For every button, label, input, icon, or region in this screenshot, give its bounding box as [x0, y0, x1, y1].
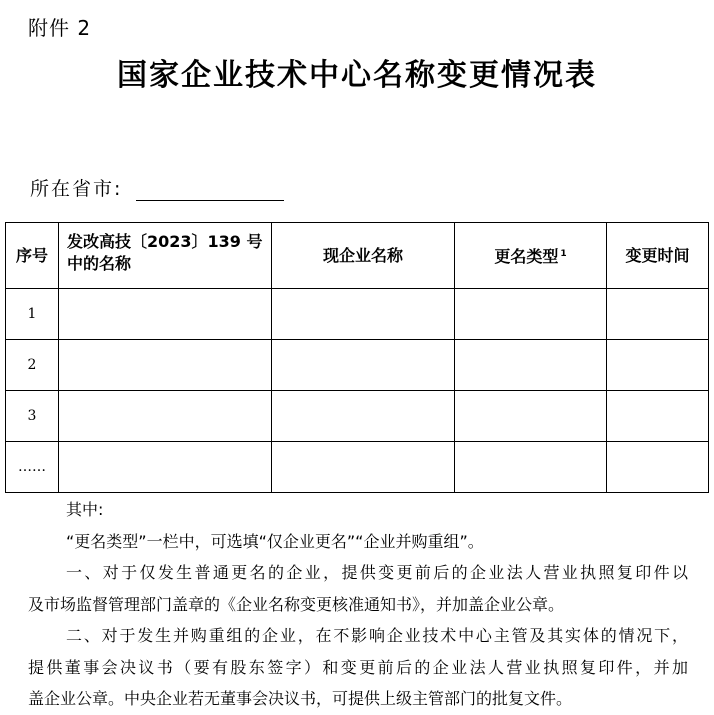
cell-old-name — [59, 340, 272, 391]
cell-change-date — [607, 289, 709, 340]
table-row — [6, 442, 709, 493]
header-old-name — [59, 223, 272, 289]
cell-current-name — [272, 442, 455, 493]
cell-change-date — [607, 442, 709, 493]
cell-rename-type — [455, 340, 607, 391]
header-current-name: 现企业名称 — [272, 223, 455, 289]
cell-rename-type — [455, 391, 607, 442]
header-rename-type-text: 更名类型 — [494, 247, 559, 266]
attachment-label: 附件 2 — [28, 16, 92, 40]
header-change-date: 变更时间 — [607, 223, 709, 289]
row-seq: 2 — [6, 340, 59, 391]
table-row — [6, 391, 709, 442]
row-seq: 3 — [6, 391, 59, 442]
cell-change-date — [607, 391, 709, 442]
cell-old-name — [59, 289, 272, 340]
cell-current-name — [272, 391, 455, 442]
cell-old-name — [59, 391, 272, 442]
row-seq: 1 — [6, 289, 59, 340]
note-rename-type: “更名类型”一栏中，可选填“仅企业更名”“企业并购重组”。 — [66, 531, 484, 551]
province-label: 所在省市: — [30, 178, 123, 200]
header-old-name-line2: 中的名称 — [67, 254, 132, 273]
note-2-line2: 提供董事会决议书（要有股东签字）和变更前后的企业法人营业执照复印件，并加 — [28, 657, 688, 677]
note-2-line1: 二、对于发生并购重组的企业，在不影响企业技术中心主管及其实体的情况下， — [66, 626, 688, 645]
note-1-line1: 一、对于仅发生普通更名的企业，提供变更前后的企业法人营业执照复印件以 — [66, 563, 688, 582]
header-rename-type — [455, 223, 607, 289]
cell-old-name — [59, 442, 272, 493]
note-2-line3: 盖企业公章。中央企业若无董事会决议书，可提供上级主管部门的批复文件。 — [28, 689, 573, 708]
name-change-table — [5, 222, 709, 493]
cell-current-name — [272, 289, 455, 340]
cell-rename-type — [455, 442, 607, 493]
table-row — [6, 340, 709, 391]
cell-current-name — [272, 340, 455, 391]
notes-section — [28, 494, 688, 715]
table-header-row — [6, 223, 709, 289]
footnote-marker: 1 — [560, 249, 567, 259]
row-seq: …… — [6, 442, 59, 493]
province-field — [30, 174, 284, 201]
notes-heading: 其中: — [66, 500, 104, 519]
cell-change-date — [607, 340, 709, 391]
header-old-name-line1: 发改高技〔2023〕139 号 — [67, 232, 263, 251]
header-seq: 序号 — [6, 223, 59, 289]
province-blank-line — [136, 180, 284, 201]
table-row — [6, 289, 709, 340]
cell-rename-type — [455, 289, 607, 340]
note-1-line2: 及市场监督管理部门盖章的《企业名称变更核准通知书》，并加盖企业公章。 — [28, 594, 565, 614]
page-title: 国家企业技术中心名称变更情况表 — [117, 58, 597, 93]
